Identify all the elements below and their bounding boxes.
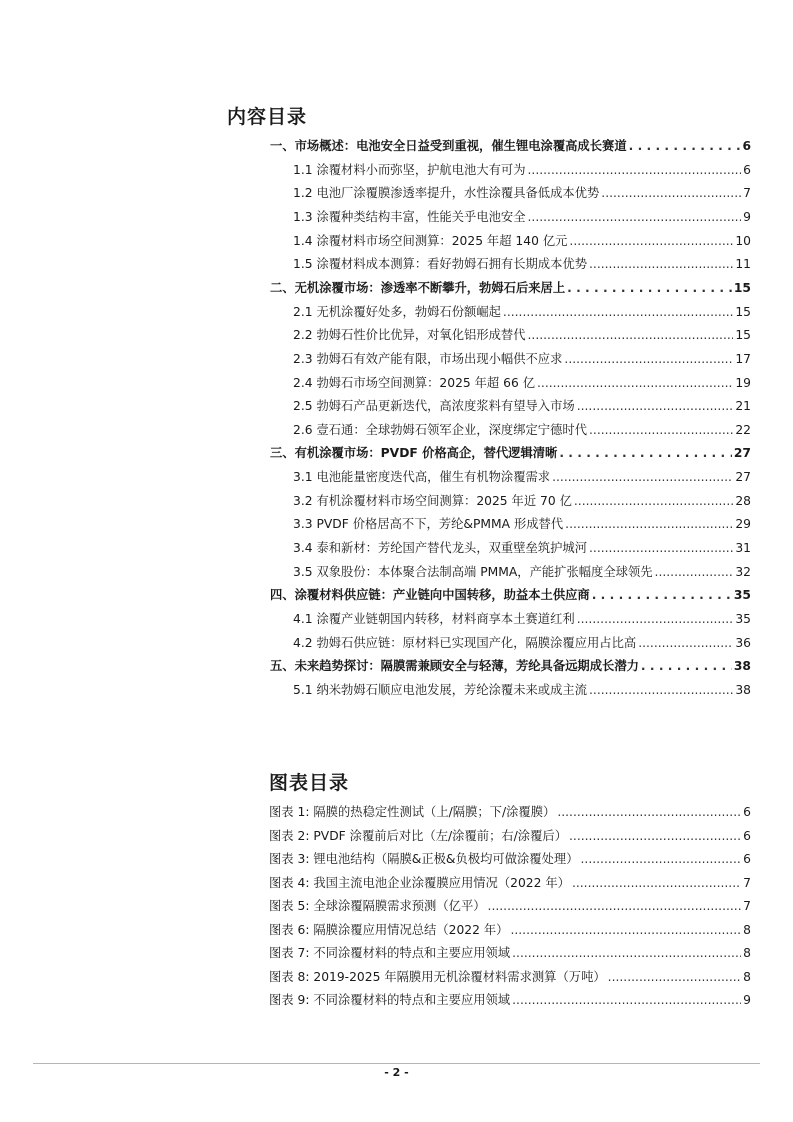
page-number: - 2 -: [384, 1066, 409, 1079]
figure-entry-page: 7: [743, 899, 751, 913]
toc-section-entry-page: 36: [735, 635, 751, 650]
figure-entry-text: 图表 3: 锂电池结构（隔膜&正极&负极均可做涂覆处理）: [269, 852, 579, 866]
toc-chapter-entry[interactable]: [270, 279, 751, 297]
dot-leader: [537, 374, 733, 392]
dot-leader: [569, 232, 733, 250]
figure-entry-page: 7: [743, 875, 751, 890]
toc-chapter-entry-page: 6: [742, 139, 751, 153]
dot-leader: [512, 944, 741, 962]
dot-leader: [655, 563, 734, 581]
toc-title: 内容目录: [227, 106, 308, 128]
dot-leader: [528, 208, 742, 226]
toc-section-entry-text: 1.3 涂覆种类结构丰富，性能关乎电池安全: [293, 209, 526, 224]
dot-leader: [581, 850, 742, 868]
dot-leader: [589, 539, 733, 557]
figure-entry-page: 6: [743, 805, 751, 819]
figure-entry[interactable]: [269, 968, 751, 986]
toc-section-entry[interactable]: [293, 303, 751, 321]
toc-chapter-entry[interactable]: [270, 586, 751, 604]
dot-leader: [572, 874, 741, 892]
toc-section-entry-page: 28: [735, 493, 751, 508]
figure-entry[interactable]: [269, 850, 751, 868]
dot-leader: [592, 586, 732, 604]
toc-section-entry-page: 19: [735, 375, 751, 390]
dot-leader: [565, 515, 733, 533]
toc-chapter-entry-text: 一、市场概述：电池安全日益受到重视，催生锂电涂覆高成长赛道: [270, 139, 627, 153]
toc-section-entry-text: 2.1 无机涂覆好处多，勃姆石份额崛起: [293, 304, 501, 319]
figure-entry-page: 8: [743, 946, 751, 960]
toc-section-entry-text: 1.5 涂覆材料成本测算：看好勃姆石拥有长期成本优势: [293, 257, 587, 272]
toc-section-entry-page: 35: [735, 612, 751, 626]
toc-chapter-entry-page: 35: [733, 588, 751, 603]
footer-divider: [33, 1063, 760, 1064]
toc-section-entry[interactable]: [293, 563, 751, 581]
toc-section-entry-page: 6: [743, 162, 751, 177]
toc-section-entry-page: 38: [735, 682, 751, 697]
toc-section-entry-page: 17: [735, 351, 751, 366]
dot-leader: [629, 137, 741, 155]
figures-title: 图表目录: [269, 772, 350, 794]
figure-entry[interactable]: [269, 944, 751, 962]
dot-leader: [577, 397, 734, 415]
dot-leader: [574, 492, 733, 510]
toc-section-entry-page: 32: [735, 564, 751, 579]
toc-section-entry[interactable]: [293, 610, 751, 628]
toc-section-entry-page: 9: [743, 209, 751, 224]
toc-chapter-entry-page: 27: [733, 446, 751, 461]
dot-leader: [567, 279, 732, 297]
toc-section-entry-text: 1.4 涂覆材料市场空间测算：2025 年超 140 亿元: [293, 233, 568, 248]
toc-chapter-entry[interactable]: [270, 657, 751, 675]
toc-section-entry-page: 15: [735, 304, 751, 319]
toc-section-entry-page: 27: [735, 470, 751, 485]
toc-section-entry-page: 11: [735, 257, 751, 272]
toc-section-entry-text: 1.2 电池厂涂覆膜渗透率提升，水性涂覆具备低成本优势: [293, 186, 600, 201]
dot-leader: [589, 681, 733, 699]
figure-entry-text: 图表 5: 全球涂覆隔膜需求预测（亿平）: [269, 899, 486, 913]
figure-entry-page: 6: [743, 828, 751, 843]
dot-leader: [577, 610, 734, 628]
figure-entry[interactable]: [269, 874, 751, 892]
toc-chapter-entry-text: 四、涂覆材料供应链：产业链向中国转移，助益本土供应商: [270, 588, 590, 603]
figure-entry-text: 图表 7: 不同涂覆材料的特点和主要应用领域: [269, 946, 511, 960]
figure-entry-text: 图表 8: 2019-2025 年隔膜用无机涂覆材料需求测算（万吨）: [269, 969, 606, 984]
toc-chapter-entry-text: 二、无机涂覆市场：渗透率不断攀升，勃姆石后来居上: [270, 280, 566, 295]
dot-leader: [589, 255, 733, 273]
toc-chapter-entry-page: 38: [733, 659, 751, 674]
dot-leader: [552, 468, 733, 486]
toc-section-entry[interactable]: [293, 492, 751, 510]
dot-leader: [589, 421, 733, 439]
toc-section-entry[interactable]: [293, 350, 751, 368]
toc-section-entry-text: 3.3 PVDF 价格居高不下，芳纶&PMMA 形成替代: [293, 517, 564, 532]
figure-entry-page: 6: [743, 852, 751, 866]
figure-entry-text: 图表 4: 我国主流电池企业涂覆膜应用情况（2022 年）: [269, 875, 570, 890]
dot-leader: [510, 921, 741, 939]
toc-section-entry-page: 31: [735, 541, 751, 556]
toc-section-entry[interactable]: [293, 515, 751, 533]
toc-section-entry-text: 3.1 电池能量密度迭代高，催生有机物涂覆需求: [293, 470, 551, 485]
dot-leader: [488, 897, 742, 915]
toc-chapter-entry-page: 15: [733, 280, 751, 295]
toc-chapter-entry[interactable]: [270, 137, 751, 155]
toc-section-entry-text: 3.2 有机涂覆材料市场空间测算：2025 年近 70 亿: [293, 493, 572, 508]
dot-leader: [564, 350, 733, 368]
toc-section-entry[interactable]: [293, 468, 751, 486]
figure-entry[interactable]: [269, 897, 751, 915]
figure-entry-page: 8: [743, 969, 751, 984]
figure-entry[interactable]: [269, 827, 751, 845]
toc-section-entry[interactable]: [293, 208, 751, 226]
dot-leader: [512, 991, 741, 1009]
toc-section-entry-text: 4.2 勃姆石供应链：原材料已实现国产化，隔膜涂覆应用占比高: [293, 635, 637, 650]
toc-section-entry-text: 2.5 勃姆石产品更新迭代，高浓度浆料有望导入市场: [293, 399, 575, 414]
toc-section-entry-text: 2.2 勃姆石性价比优异，对氧化铝形成替代: [293, 328, 526, 343]
toc-section-entry[interactable]: [293, 232, 751, 250]
toc-section-entry-text: 3.5 双象股份：本体聚合法制高端 PMMA，产能扩张幅度全球领先: [293, 564, 653, 579]
dot-leader: [557, 803, 741, 821]
toc-section-entry-text: 5.1 纳米勃姆石顺应电池发展，芳纶涂覆未来或成主流: [293, 682, 587, 697]
toc-section-entry[interactable]: [293, 681, 751, 699]
dot-leader: [601, 184, 741, 202]
toc-section-entry[interactable]: [293, 326, 751, 344]
toc-section-entry[interactable]: [293, 634, 751, 652]
toc-section-entry-text: 3.4 泰和新材：芳纶国产替代龙头，双重壁垒筑护城河: [293, 541, 587, 556]
dot-leader: [503, 303, 733, 321]
dot-leader: [528, 161, 742, 179]
toc-section-entry[interactable]: [293, 184, 751, 202]
toc-chapter-entry[interactable]: [270, 444, 751, 462]
toc-section-entry-page: 15: [735, 328, 751, 343]
figure-entry[interactable]: [269, 921, 751, 939]
figure-entry-text: 图表 2: PVDF 涂覆前后对比（左/涂覆前；右/涂覆后）: [269, 828, 567, 843]
toc-section-entry-page: 7: [743, 186, 751, 201]
dot-leader: [569, 827, 741, 845]
toc-chapter-entry-text: 五、未来趋势探讨：隔膜需兼顾安全与轻薄，芳纶具备远期成长潜力: [270, 659, 639, 674]
figure-entry-page: 9: [743, 993, 751, 1007]
toc-section-entry[interactable]: [293, 255, 751, 273]
toc-section-entry-page: 29: [735, 517, 751, 532]
toc-section-entry-text: 2.3 勃姆石有效产能有限，市场出现小幅供不应求: [293, 351, 563, 366]
toc-section-entry-page: 21: [735, 399, 751, 414]
figure-entry[interactable]: [269, 803, 751, 821]
toc-section-entry-page: 22: [735, 422, 751, 437]
toc-section-entry-page: 10: [735, 233, 751, 248]
figure-entry-text: 图表 9: 不同涂覆材料的特点和主要应用领域: [269, 993, 511, 1007]
toc-chapter-entry-text: 三、有机涂覆市场：PVDF 价格高企，替代逻辑清晰: [270, 446, 558, 461]
dot-leader: [559, 444, 732, 462]
toc-section-entry-text: 2.4 勃姆石市场空间测算：2025 年超 66 亿: [293, 375, 535, 390]
toc-section-entry[interactable]: [293, 374, 751, 392]
dot-leader: [641, 657, 732, 675]
figure-entry[interactable]: [269, 991, 751, 1009]
toc-section-entry[interactable]: [293, 421, 751, 439]
dot-leader: [608, 968, 742, 986]
toc-section-entry-text: 4.1 涂覆产业链朝国内转移，材料商享本土赛道红利: [293, 612, 575, 626]
toc-section-entry-text: 2.6 壹石通：全球勃姆石领军企业，深度绑定宁德时代: [293, 422, 587, 437]
toc-section-entry[interactable]: [293, 539, 751, 557]
toc-section-entry[interactable]: [293, 397, 751, 415]
figure-entry-text: 图表 1: 隔膜的热稳定性测试（上/隔膜；下/涂覆膜）: [269, 805, 556, 819]
figure-entry-text: 图表 6: 隔膜涂覆应用情况总结（2022 年）: [269, 922, 509, 937]
figure-entry-page: 8: [743, 922, 751, 937]
dot-leader: [528, 326, 734, 344]
toc-section-entry[interactable]: [293, 161, 751, 179]
toc-section-entry-text: 1.1 涂覆材料小而弥坚，护航电池大有可为: [293, 162, 526, 177]
dot-leader: [638, 634, 733, 652]
